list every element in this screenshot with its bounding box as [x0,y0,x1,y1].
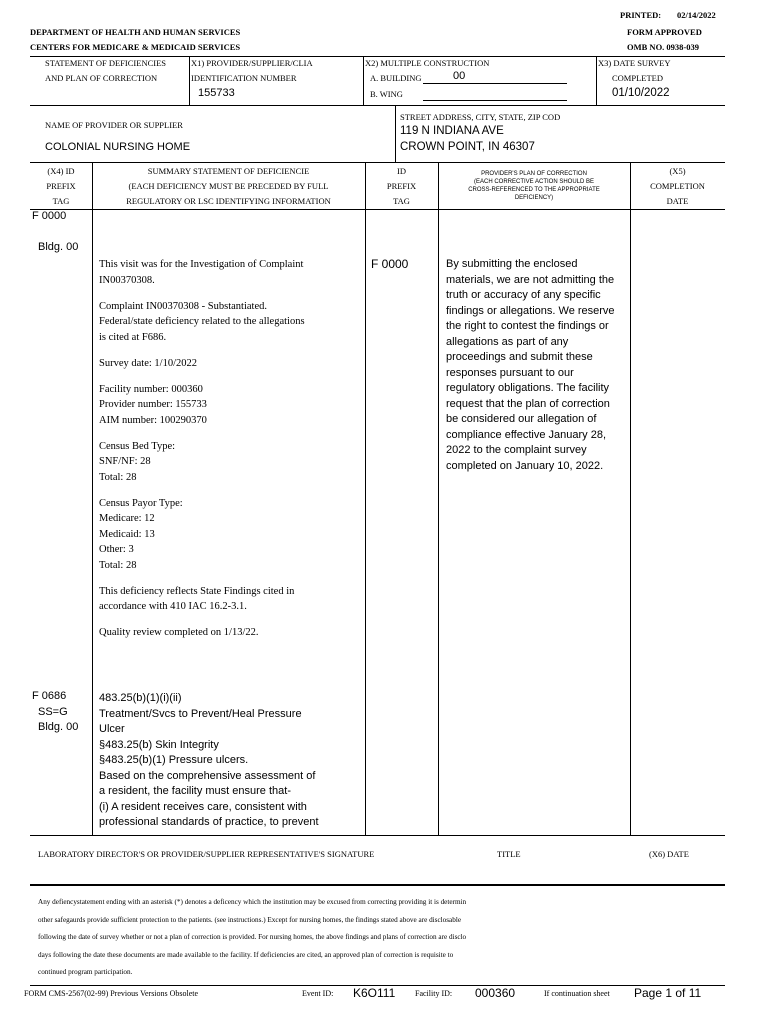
bldg-label-2: Bldg. 00 [38,721,79,733]
text-line: Medicaid: 13 [99,528,155,540]
x2-building-value: 00 [453,70,466,82]
signature-label: LABORATORY DIRECTOR'S OR PROVIDER/SUPPLIER REPRESENTATIVE'S SIGNATURE [38,849,375,859]
text-line [99,371,361,382]
text-line: Medicare: 12 [99,513,155,524]
text-line: This deficiency reflects State Findings cited in [99,585,295,597]
statement-label: STATEMENT OF DEFICIENCIES [45,58,167,68]
rule [630,162,631,835]
x2-building-label: A. BUILDING [370,73,422,83]
rule [30,162,725,163]
text-line: (i) A resident receives care, consistent with [99,800,307,813]
underline [423,100,567,101]
summary-header-3: REGULATORY OR LSC IDENTIFYING INFORMATION [126,196,331,206]
text-line [99,485,361,496]
text-line: a resident, the facility must ensure that- [99,785,291,797]
text-line: By submitting the enclosed [446,258,578,270]
x4-prefix: PREFIX [46,181,76,191]
rule [438,162,439,835]
text-line: continued program participation. [38,968,133,976]
text-line: the right to contest the findings or [446,320,609,332]
text-line: Federal/state deficiency related to the allegations [99,316,305,327]
text-line: compliance effective January 28, [446,428,606,441]
text-line: Provider number: 155733 [99,399,207,410]
text-line: 483.25(b)(1)(i)(ii) [99,692,182,704]
text-line: Total: 28 [99,471,137,483]
text-line: Any defiencystatement ending with an asterisk (*) denotes a deficency which the institution may be excused from correcting providing it is determin [38,898,467,906]
x3-completed-label: COMPLETED [612,73,663,83]
rule [189,56,190,105]
event-id-value: K6O111 [353,986,396,1000]
text-line: AIM number: 100290370 [99,414,207,426]
text-line: other safegaurds provide sufficient protection to the patients. (see instructions.) Except for nursing homes, the findings stated above are disclosable [38,915,462,924]
rule [596,56,597,105]
plan-header-2: (EACH CORRECTIVE ACTION SHOULD BE [473,179,595,185]
text-line: IN00370308. [99,274,155,286]
text-line [99,428,361,439]
provider-id-value: 155733 [198,87,235,99]
omb-number: OMB NO. 0938-039 [627,42,700,52]
address-line1: 119 N INDIANA AVE [400,125,504,137]
text-line: materials, we are not admitting the [446,273,615,286]
text-line: truth or accuracy of any specific [446,289,601,301]
x4-header: (X4) ID [47,166,75,176]
text-line: be considered our allegation of [446,413,597,425]
form-number: FORM CMS-2567(02-99) Previous Versions Obsolete [24,989,199,998]
text-line: Based on the comprehensive assessment of [99,769,316,782]
survey-date-value: 01/10/2022 [612,87,670,99]
facility-id-value: 000360 [475,986,516,1000]
summary-block-2 [99,691,361,831]
continuation-label: If continuation sheet [544,989,610,998]
text-line: This visit was for the Investigation of Complaint [99,259,304,270]
rule [30,209,725,210]
plan-header-3: CROSS-REFERENCED TO THE APPROPRIATE [468,187,600,193]
text-line: Quality review completed on 1/13/22. [99,627,259,638]
form-approved: FORM APPROVED [627,27,702,37]
title-label: TITLE [497,849,521,859]
x1-label: X1) PROVIDER/SUPPLIER/CLIA [191,58,313,68]
text-line [99,288,361,299]
x5-date: DATE [666,196,689,206]
text-line: following the date of survey whether or not a plan of correction is provided. For nursing homes, the above findings and plans of correction are disclo [38,933,467,941]
address-line2: CROWN POINT, IN 46307 [400,141,535,153]
scope-severity: SS=G [38,706,68,718]
provider-name-label: NAME OF PROVIDER OR SUPPLIER [45,120,183,130]
text-line: findings or allegations. We reserve [446,304,615,317]
page-number: Page 1 of 11 [634,986,702,1000]
text-line: proceedings and submit these [446,351,593,363]
x4-tag: TAG [52,196,70,206]
text-line: professional standards of practice, to prevent [99,816,319,828]
plan-block-1 [446,257,628,474]
text-line: Total: 28 [99,559,137,571]
text-line: §483.25(b)(1) Pressure ulcers. [99,754,249,766]
provider-name-value: COLONIAL NURSING HOME [45,141,191,153]
printed-date: 02/14/2022 [677,10,716,20]
text-line [99,615,361,626]
text-line: Other: 3 [99,544,134,555]
x5-header: (X5) [669,166,686,176]
disclaimer [38,894,466,982]
id-header: ID [397,166,406,176]
text-line: SNF/NF: 28 [99,456,151,467]
x3-label: X3) DATE SURVEY [598,58,671,68]
text-line: accordance with 410 IAC 16.2-3.1. [99,601,247,612]
text-line: Census Payor Type: [99,497,183,509]
summary-header: SUMMARY STATEMENT OF DEFICIENCIE [147,166,310,176]
x1-id-label: IDENTIFICATION NUMBER [191,73,297,83]
tag-f0000: F 0000 [32,210,67,222]
rule [30,884,725,886]
rule [92,162,93,835]
x5-completion: COMPLETION [650,181,705,191]
text-line: Survey date: 1/10/2022 [99,357,197,369]
rule [365,162,366,835]
plan-header-4: DEFICIENCY) [514,195,554,201]
text-line: Treatment/Svcs to Prevent/Heal Pressure [99,707,302,720]
text-line: request that the plan of correction [446,397,610,410]
rule [363,56,364,105]
rule [30,56,725,57]
rule [395,105,396,162]
text-line: §483.25(b) Skin Integrity [99,738,219,751]
text-line: Ulcer [99,723,125,735]
id-prefix: PREFIX [386,181,417,191]
text-line: Census Bed Type: [99,440,176,452]
rule [30,835,725,836]
text-line [99,573,361,584]
printed-label: PRINTED: [620,10,662,20]
underline [423,83,567,84]
bldg-label: Bldg. 00 [38,241,79,253]
plan-header: PROVIDER'S PLAN OF CORRECTION [481,171,587,177]
text-line: allegations as part of any [446,335,569,348]
text-line: days following the date these documents are made available to the facility. If deficiencies are cited, an approved plan of correction is requisite to [38,950,454,959]
text-line: Complaint IN00370308 - Substantiated. [99,300,267,312]
x2-label: X2) MULTIPLE CONSTRUCTION [365,58,490,68]
text-line [99,345,361,356]
rule [30,105,725,106]
facility-id-label: Facility ID: [415,989,453,998]
text-line: is cited at F686. [99,331,167,343]
summary-block-1 [99,257,361,641]
plan-label: AND PLAN OF CORRECTION [45,73,158,83]
text-line: regulatory obligations. The facility [446,382,610,394]
x2-wing-label: B. WING [370,89,403,99]
text-line: completed on January 10, 2022. [446,459,604,472]
id-tag: TAG [393,196,410,206]
text-line: responses pursuant to our [446,366,574,379]
department-heading: DEPARTMENT OF HEALTH AND HUMAN SERVICES [30,27,241,37]
event-id-label: Event ID: [302,989,334,998]
id-tag-f0000: F 0000 [371,257,409,271]
tag-f0686: F 0686 [32,690,67,702]
centers-heading: CENTERS FOR MEDICARE & MEDICAID SERVICES [30,42,241,52]
x6-date-label: (X6) DATE [649,849,689,859]
address-label: STREET ADDRESS, CITY, STATE, ZIP COD [400,112,561,122]
summary-header-2: (EACH DEFICIENCY MUST BE PRECEDED BY FULL [128,181,329,191]
text-line: Facility number: 000360 [99,383,203,395]
text-line: 2022 to the complaint survey [446,444,587,456]
